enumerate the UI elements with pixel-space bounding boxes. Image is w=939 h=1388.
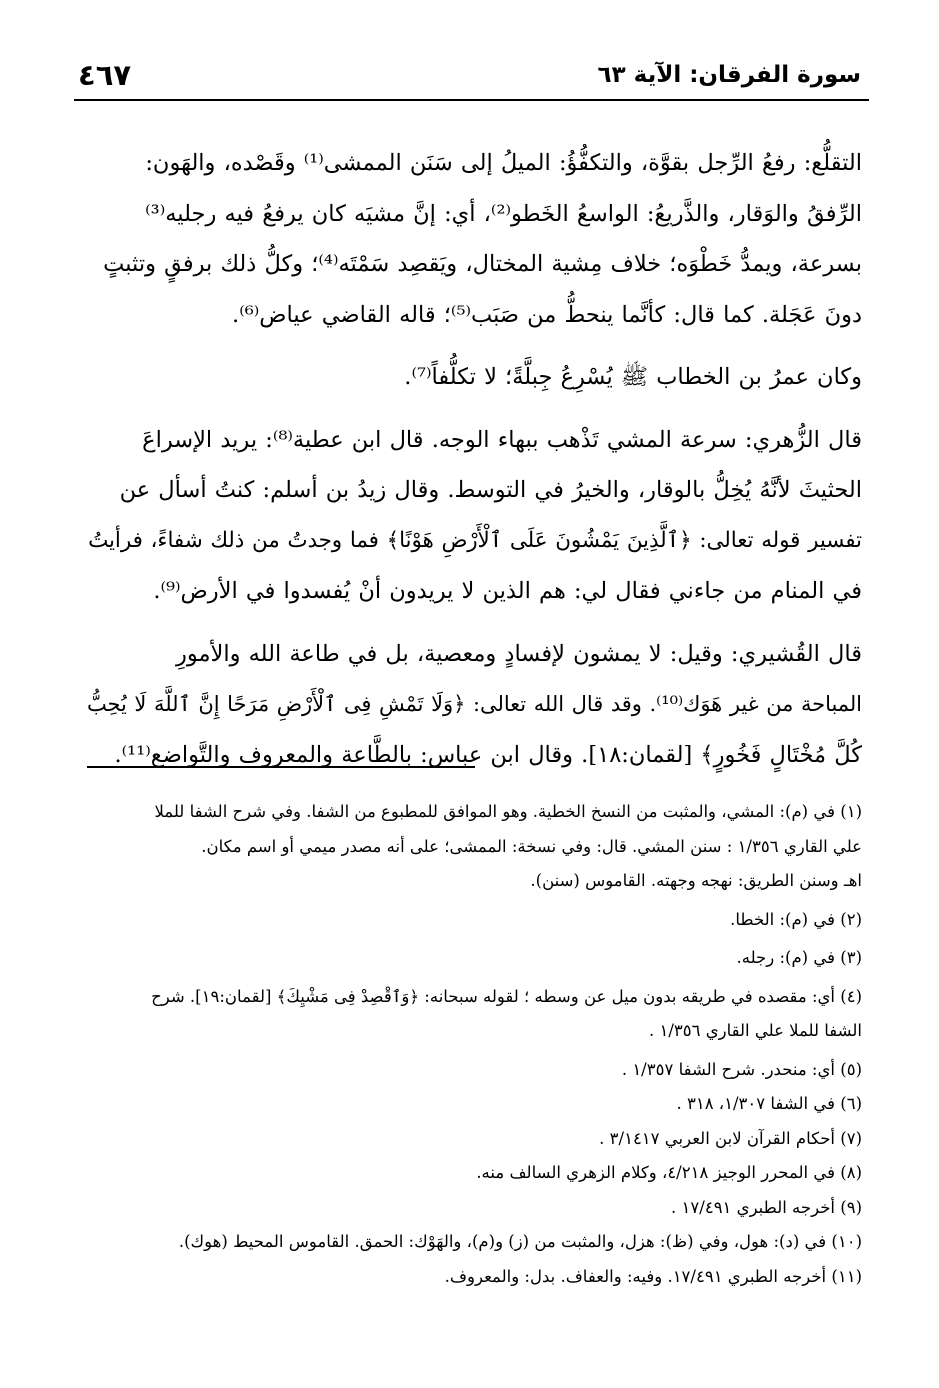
text-line: تفسير قوله تعالى: ﴿ٱلَّذِينَ يَمْشُونَ عَلَى ٱلْأَرْضِ هَوْنًا﴾ فما وجدتُ من ذلك شفاءً، فرأيتُ [88,527,862,553]
paragraph [77,352,862,403]
text-line: وكان عمرُ بن الخطاب ﷺ يُسْرِعُ جِبلَّةً؛ لا تكلُّفاً⁽⁷⁾. [404,364,862,390]
footnote [70,980,862,1049]
footnote [70,903,862,938]
footnote-line: (١٠) في (د): هول، وفي (ظ): هزل، والمثبت من (ز) و(م)، والهَوْك: الحمق. القاموس المحيط (هوك). [178,1232,862,1251]
footnote-line: (٥) أي: منحدر. شرح الشفا ١/٣٥٧ . [621,1059,862,1079]
paragraph [77,138,862,340]
footnote-line: (٣) في (م): رجله. [736,948,862,967]
text-line: في المنام من جاءني فقال لي: هم الذين لا يريدون أنْ يُفسدوا في الأرض⁽⁹⁾. [153,578,862,604]
text-line: كُلَّ مُخْتَالٍ فَخُورٍ﴾ [لقمان:١٨]. وقال ابن عباس: بالطَّاعة والمعروف والتَّواضع⁽¹¹⁾. [114,741,862,768]
footnote [70,1191,862,1226]
footnote [70,1260,862,1295]
paragraph [77,415,862,617]
footnote [70,1122,862,1157]
paragraph [77,629,862,781]
footnote [70,1087,862,1122]
footnote-line: (٢) في (م): الخطا. [730,909,862,929]
footnote-line: (٦) في الشفا ١/٣٠٧، ٣١٨ . [676,1094,862,1113]
footnote-line: (٤) أي: مقصده في طريقه بدون ميل عن وسطه ؛ لقوله سبحانه: ﴿وَٱقْصِدْ فِى مَشْيِكَ﴾ [لقمان:١٩]. شرح [151,986,862,1006]
footnote-line: علي القاري ١/٣٥٦ : سنن المشي. قال: وفي نسخة: الممشى؛ على أنه مصدر ميمي أو اسم مكان. [201,836,862,856]
footnote [70,1156,862,1191]
footnote-line: (١١) أخرجه الطبري ١٧/٤٩١. وفيه: والعفاف. بدل: والمعروف. [444,1266,862,1286]
running-header-title: سورة الفرقان: الآية ٦٣ [597,62,861,88]
footnote-line: الشفا للملا علي القاري ١/٣٥٦ . [648,1021,862,1040]
text-line: الحثيثَ لأنَّهُ يُخِلُّ بالوقار، والخيرُ في التوسط. وقال زيدُ بن أسلم: كنتُ أسأل عن [119,477,862,503]
footnote [70,941,862,976]
footnote-line: اهـ وسنن الطريق: نهجه وجهته. القاموس (سنن). [530,871,862,890]
footnote-line: (٧) أحكام القرآن لابن العربي ٣/١٤١٧ . [599,1128,862,1148]
page-number: ٤٦٧ [78,58,132,92]
text-line: التقلُّع: رفعُ الرِّجل بقوَّة، والتكفُّؤُ: الميلُ إلى سَنَن الممشى⁽¹⁾ وقَصْده، والهَون: [145,150,862,176]
footnote [70,795,862,899]
main-text [77,138,862,792]
text-line: دونَ عَجَلة. كما قال: كأنَّما ينحطُّ من صَبَب⁽⁵⁾؛ قاله القاضي عياض⁽⁶⁾. [232,301,862,328]
footnote-separator [87,766,475,768]
footnote-line: (٩) أخرجه الطبري ١٧/٤٩١ . [671,1197,862,1217]
text-line: الرِّفقُ والوَقار، والذَّريعُ: الواسعُ الخَطو⁽²⁾، أي: إنَّ مشيَه كان يرفعُ فيه رجليه⁽³⁾ [145,200,862,227]
text-line: بسرعة، ويمدُّ خَطْوَه؛ خلاف مِشية المختال، ويَقصِد سَمْتَه⁽⁴⁾؛ وكلُّ ذلك برفقٍ وتثبتٍ [103,251,862,277]
text-line: قال الزُّهري: سرعة المشي تَذْهب ببهاء الوجه. قال ابن عطية⁽⁸⁾: يريد الإسراعَ [142,426,862,453]
text-line: المباحة من غير هَوَك⁽¹⁰⁾. وقد قال الله تعالى: ﴿وَلَا تَمْشِ فِى ٱلْأَرْضِ مَرَحًا إِنَّ ٱللَّهَ لَا يُحِبُّ [86,692,862,716]
header-rule [74,99,869,101]
text-line: قال القُشيري: وقيل: لا يمشون لإفسادٍ ومعصية، بل في طاعة الله والأمورِ [175,640,862,667]
footnote-line: (١) في (م): المشي، والمثبت من النسخ الخطية. وهو الموافق للمطبوع من الشفا. وفي شرح الشفا للملا [154,802,862,821]
footnote [70,1225,862,1260]
footnotes [70,795,862,1294]
footnote [70,1053,862,1088]
footnote-line: (٨) في المحرر الوجيز ٤/٢١٨، وكلام الزهري السالف منه. [476,1163,862,1182]
